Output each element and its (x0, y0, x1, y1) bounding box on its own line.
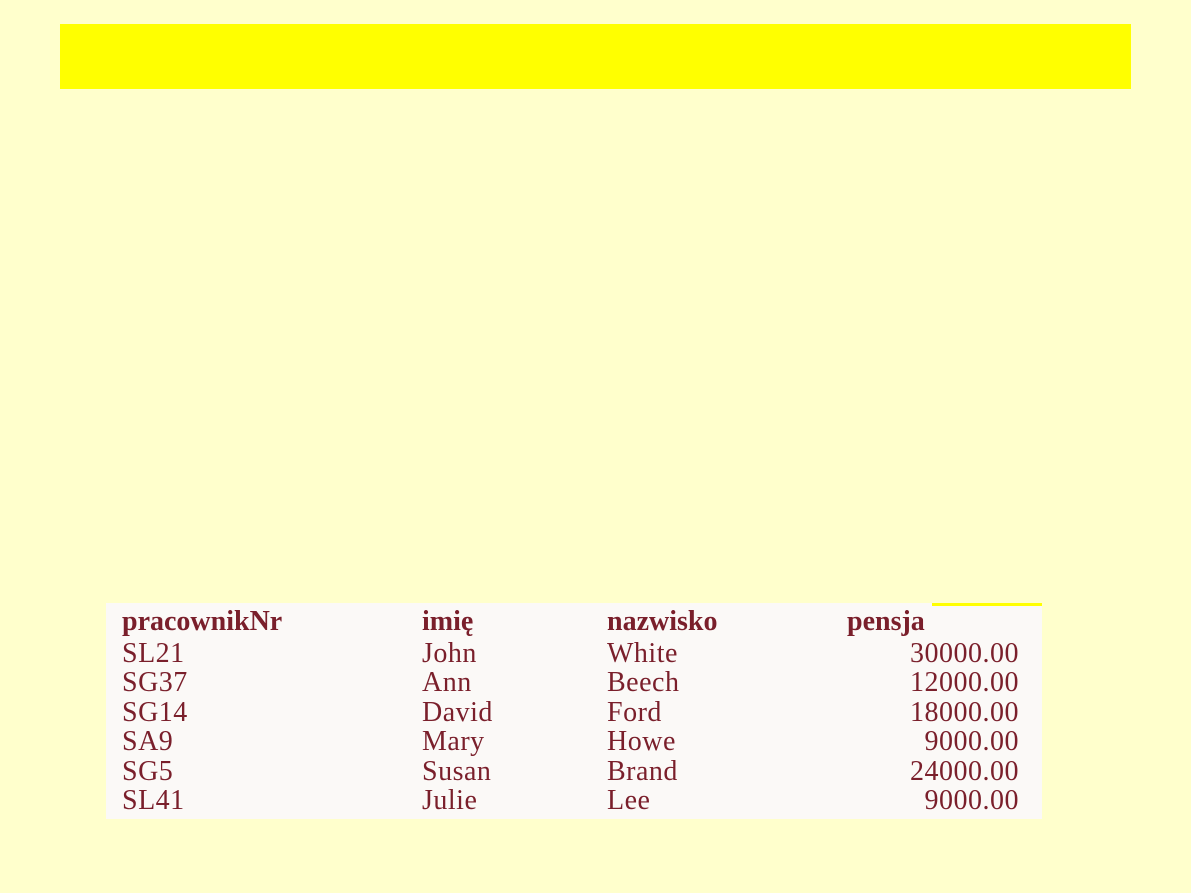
cell-pensja: 24000.00 (910, 755, 1019, 787)
cell-pensja: 18000.00 (910, 696, 1019, 728)
cell-nazwisko: Lee (607, 785, 651, 816)
column-header-pensja: pensja (847, 606, 925, 637)
table-corner-highlight (932, 603, 1042, 606)
column-header-nazwisko: nazwisko (607, 606, 718, 637)
table-row (122, 639, 1019, 669)
table-header-row (122, 607, 1019, 639)
cell-pracowniknr: SG5 (122, 755, 174, 787)
cell-pensja: 12000.00 (910, 667, 1019, 698)
column-header-imie: imię (422, 606, 474, 637)
employee-table (122, 607, 1019, 816)
employee-table-image (106, 603, 1042, 819)
cell-pracowniknr: SG14 (122, 696, 188, 728)
cell-nazwisko: Howe (607, 726, 676, 757)
cell-pensja: 9000.00 (924, 726, 1019, 757)
cell-pracowniknr: SA9 (122, 726, 174, 757)
table-row (122, 668, 1019, 698)
column-header-pracowniknr: pracownikNr (122, 606, 283, 637)
cell-pracowniknr: SG37 (122, 667, 188, 698)
table-row (122, 727, 1019, 757)
cell-imie: Susan (422, 755, 492, 787)
cell-nazwisko: Beech (607, 667, 680, 698)
cell-imie: Ann (422, 667, 472, 698)
cell-pensja: 9000.00 (924, 785, 1019, 816)
cell-pracowniknr: SL21 (122, 637, 185, 669)
cell-imie: John (422, 637, 477, 669)
cell-nazwisko: Ford (607, 696, 662, 728)
cell-imie: David (422, 696, 493, 728)
cell-nazwisko: White (607, 637, 678, 669)
slide-title-bar (60, 24, 1131, 89)
table-row (122, 786, 1019, 816)
table-row (122, 757, 1019, 787)
cell-pracowniknr: SL41 (122, 785, 185, 816)
cell-nazwisko: Brand (607, 755, 678, 787)
table-row (122, 698, 1019, 728)
cell-pensja: 30000.00 (910, 637, 1019, 669)
cell-imie: Julie (422, 785, 478, 816)
cell-imie: Mary (422, 726, 485, 757)
